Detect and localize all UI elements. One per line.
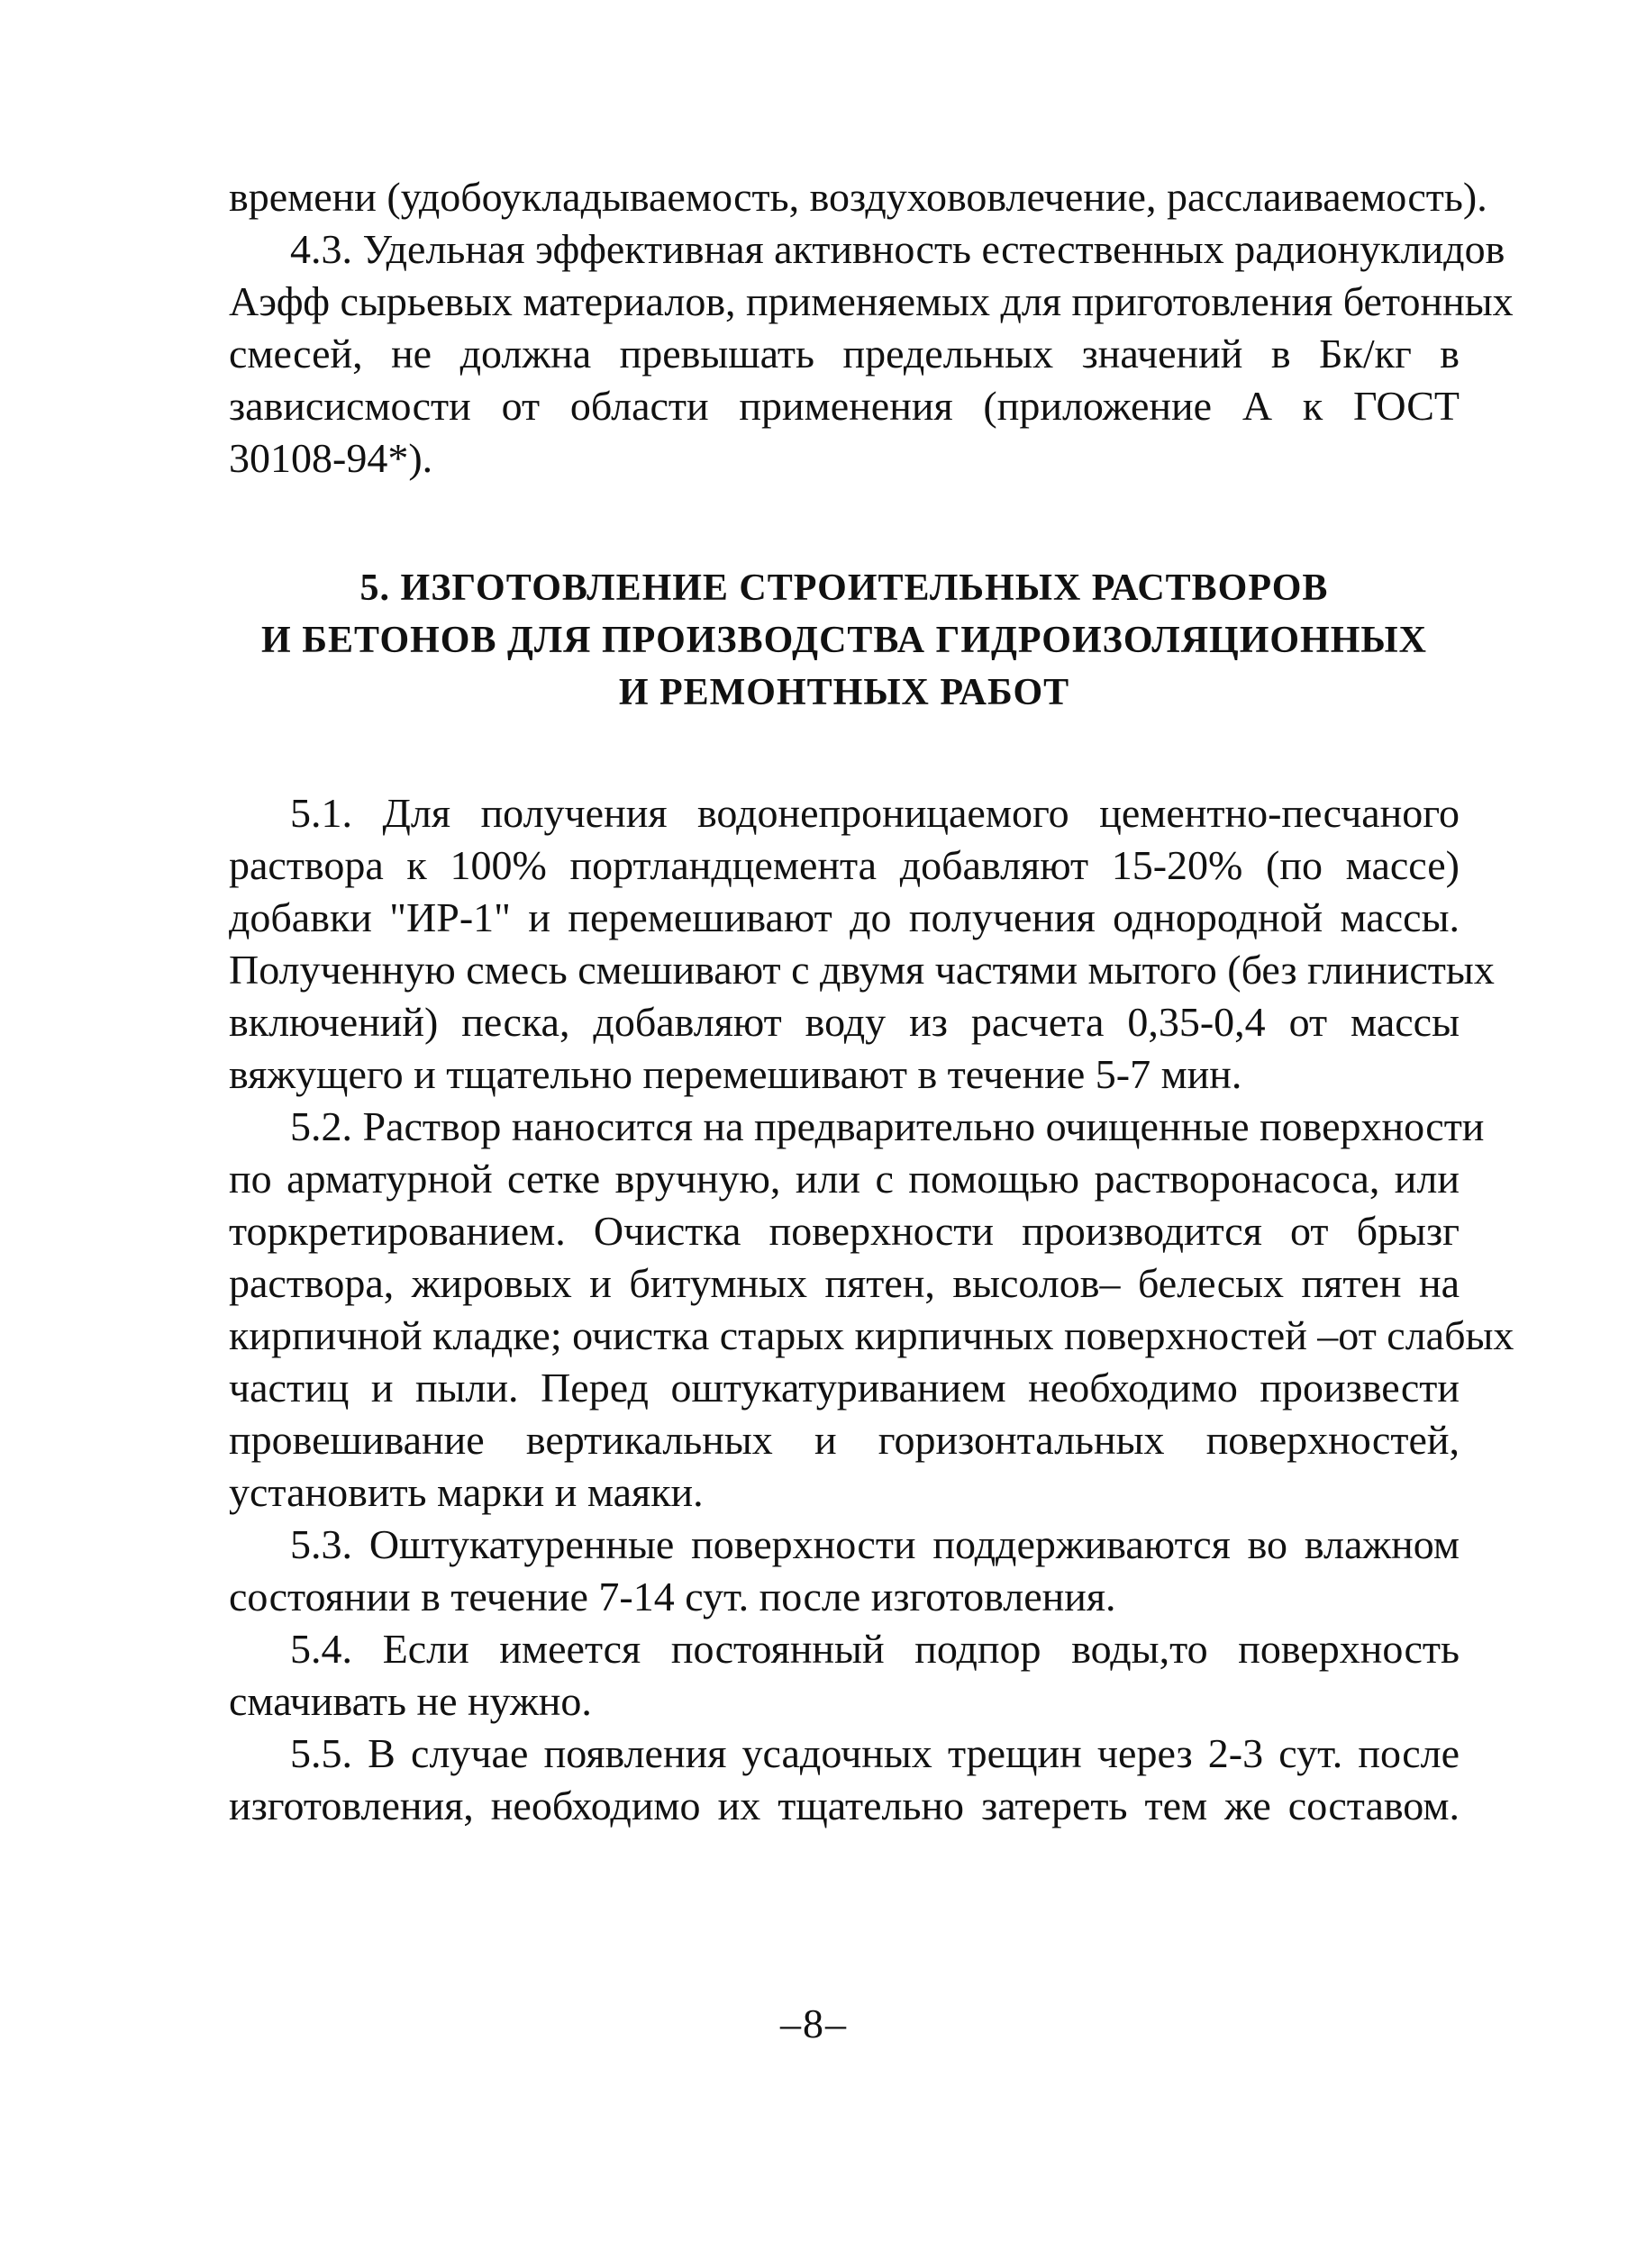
paragraph-5-4: [229, 1623, 1460, 1728]
text-line: 5.5. В случае появления усадочных трещин через 2-3 сут. после: [290, 1730, 1460, 1776]
page-number: –8–: [780, 2000, 848, 2046]
text-line: кирпичной кладке; очистка старых кирпичных поверхностей –от слабых: [229, 1312, 1514, 1358]
heading-line: 5. ИЗГОТОВЛЕНИЕ СТРОИТЕЛЬНЫХ РАСТВОРОВ: [359, 567, 1329, 609]
text-line: торкретированием. Очистка поверхности производится от брызг: [229, 1208, 1460, 1254]
paragraph-5-3: [229, 1519, 1460, 1623]
text-line: по арматурной сетке вручную, или с помощью растворонасоса, или: [229, 1156, 1460, 1202]
text-line: установить марки и маяки.: [229, 1469, 704, 1515]
text-line: 5.2. Раствор наносится на предварительно очищенные поверхности: [290, 1103, 1485, 1149]
text-line: добавки "ИР-1" и перемешивают до получения однородной массы.: [229, 894, 1460, 940]
text-line: провешивание вертикальных и горизонтальных поверхностей,: [229, 1417, 1460, 1463]
text-line: включений) песка, добавляют воду из расчета 0,35-0,4 от массы: [229, 999, 1460, 1045]
text-line: 30108-94*).: [229, 435, 433, 481]
text-line: раствора к 100% портландцемента добавляют 15-20% (по массе): [229, 842, 1460, 888]
paragraph-4-3: [229, 223, 1514, 485]
text-line: смесей, не должна превышать предельных значений в Бк/кг в: [229, 331, 1460, 376]
text-line: смачивать не нужно.: [229, 1678, 592, 1724]
text-line: Аэфф сырьевых материалов, применяемых для приготовления бетонных: [229, 278, 1514, 324]
text-line: раствора, жировых и битумных пятен, высолов– белесых пятен на: [229, 1260, 1460, 1306]
text-line: 5.3. Оштукатуренные поверхности поддерживаются во влажном: [290, 1521, 1460, 1567]
text-line: 5.4. Если имеется постоянный подпор воды,то поверхность: [290, 1626, 1460, 1672]
paragraph-5-1: [229, 787, 1495, 1101]
section-heading: [229, 562, 1460, 719]
text-line: частиц и пыли. Перед оштукатуриванием необходимо произвести: [229, 1365, 1460, 1411]
heading-line: И БЕТОНОВ ДЛЯ ПРОИЗВОДСТВА ГИДРОИЗОЛЯЦИОННЫХ: [261, 620, 1427, 661]
text-line: Полученную смесь смешивают с двумя частями мытого (без глинистых: [229, 947, 1495, 993]
heading-line: И РЕМОНТНЫХ РАБОТ: [618, 672, 1070, 713]
text-line: 5.1. Для получения водонепроницаемого цементно-песчаного: [290, 790, 1460, 836]
paragraph-5-2: [229, 1101, 1514, 1519]
text-line: состоянии в течение 7-14 сут. после изготовления.: [229, 1574, 1116, 1619]
paragraph-5-5: [229, 1728, 1460, 1832]
paragraph-continued: [229, 171, 1487, 223]
document-page: [229, 171, 1514, 1832]
text-line: зависисмости от области применения (приложение А к ГОСТ: [229, 383, 1460, 429]
text-line: изготовления, необходимо их тщательно затереть тем же составом.: [229, 1783, 1460, 1828]
text-line: 4.3. Удельная эффективная активность естественных радионуклидов: [290, 226, 1505, 272]
text-line: вяжущего и тщательно перемешивают в течение 5-7 мин.: [229, 1051, 1242, 1097]
text-line: времени (удобоукладываемость, воздухововлечение, расслаиваемость).: [229, 174, 1487, 220]
